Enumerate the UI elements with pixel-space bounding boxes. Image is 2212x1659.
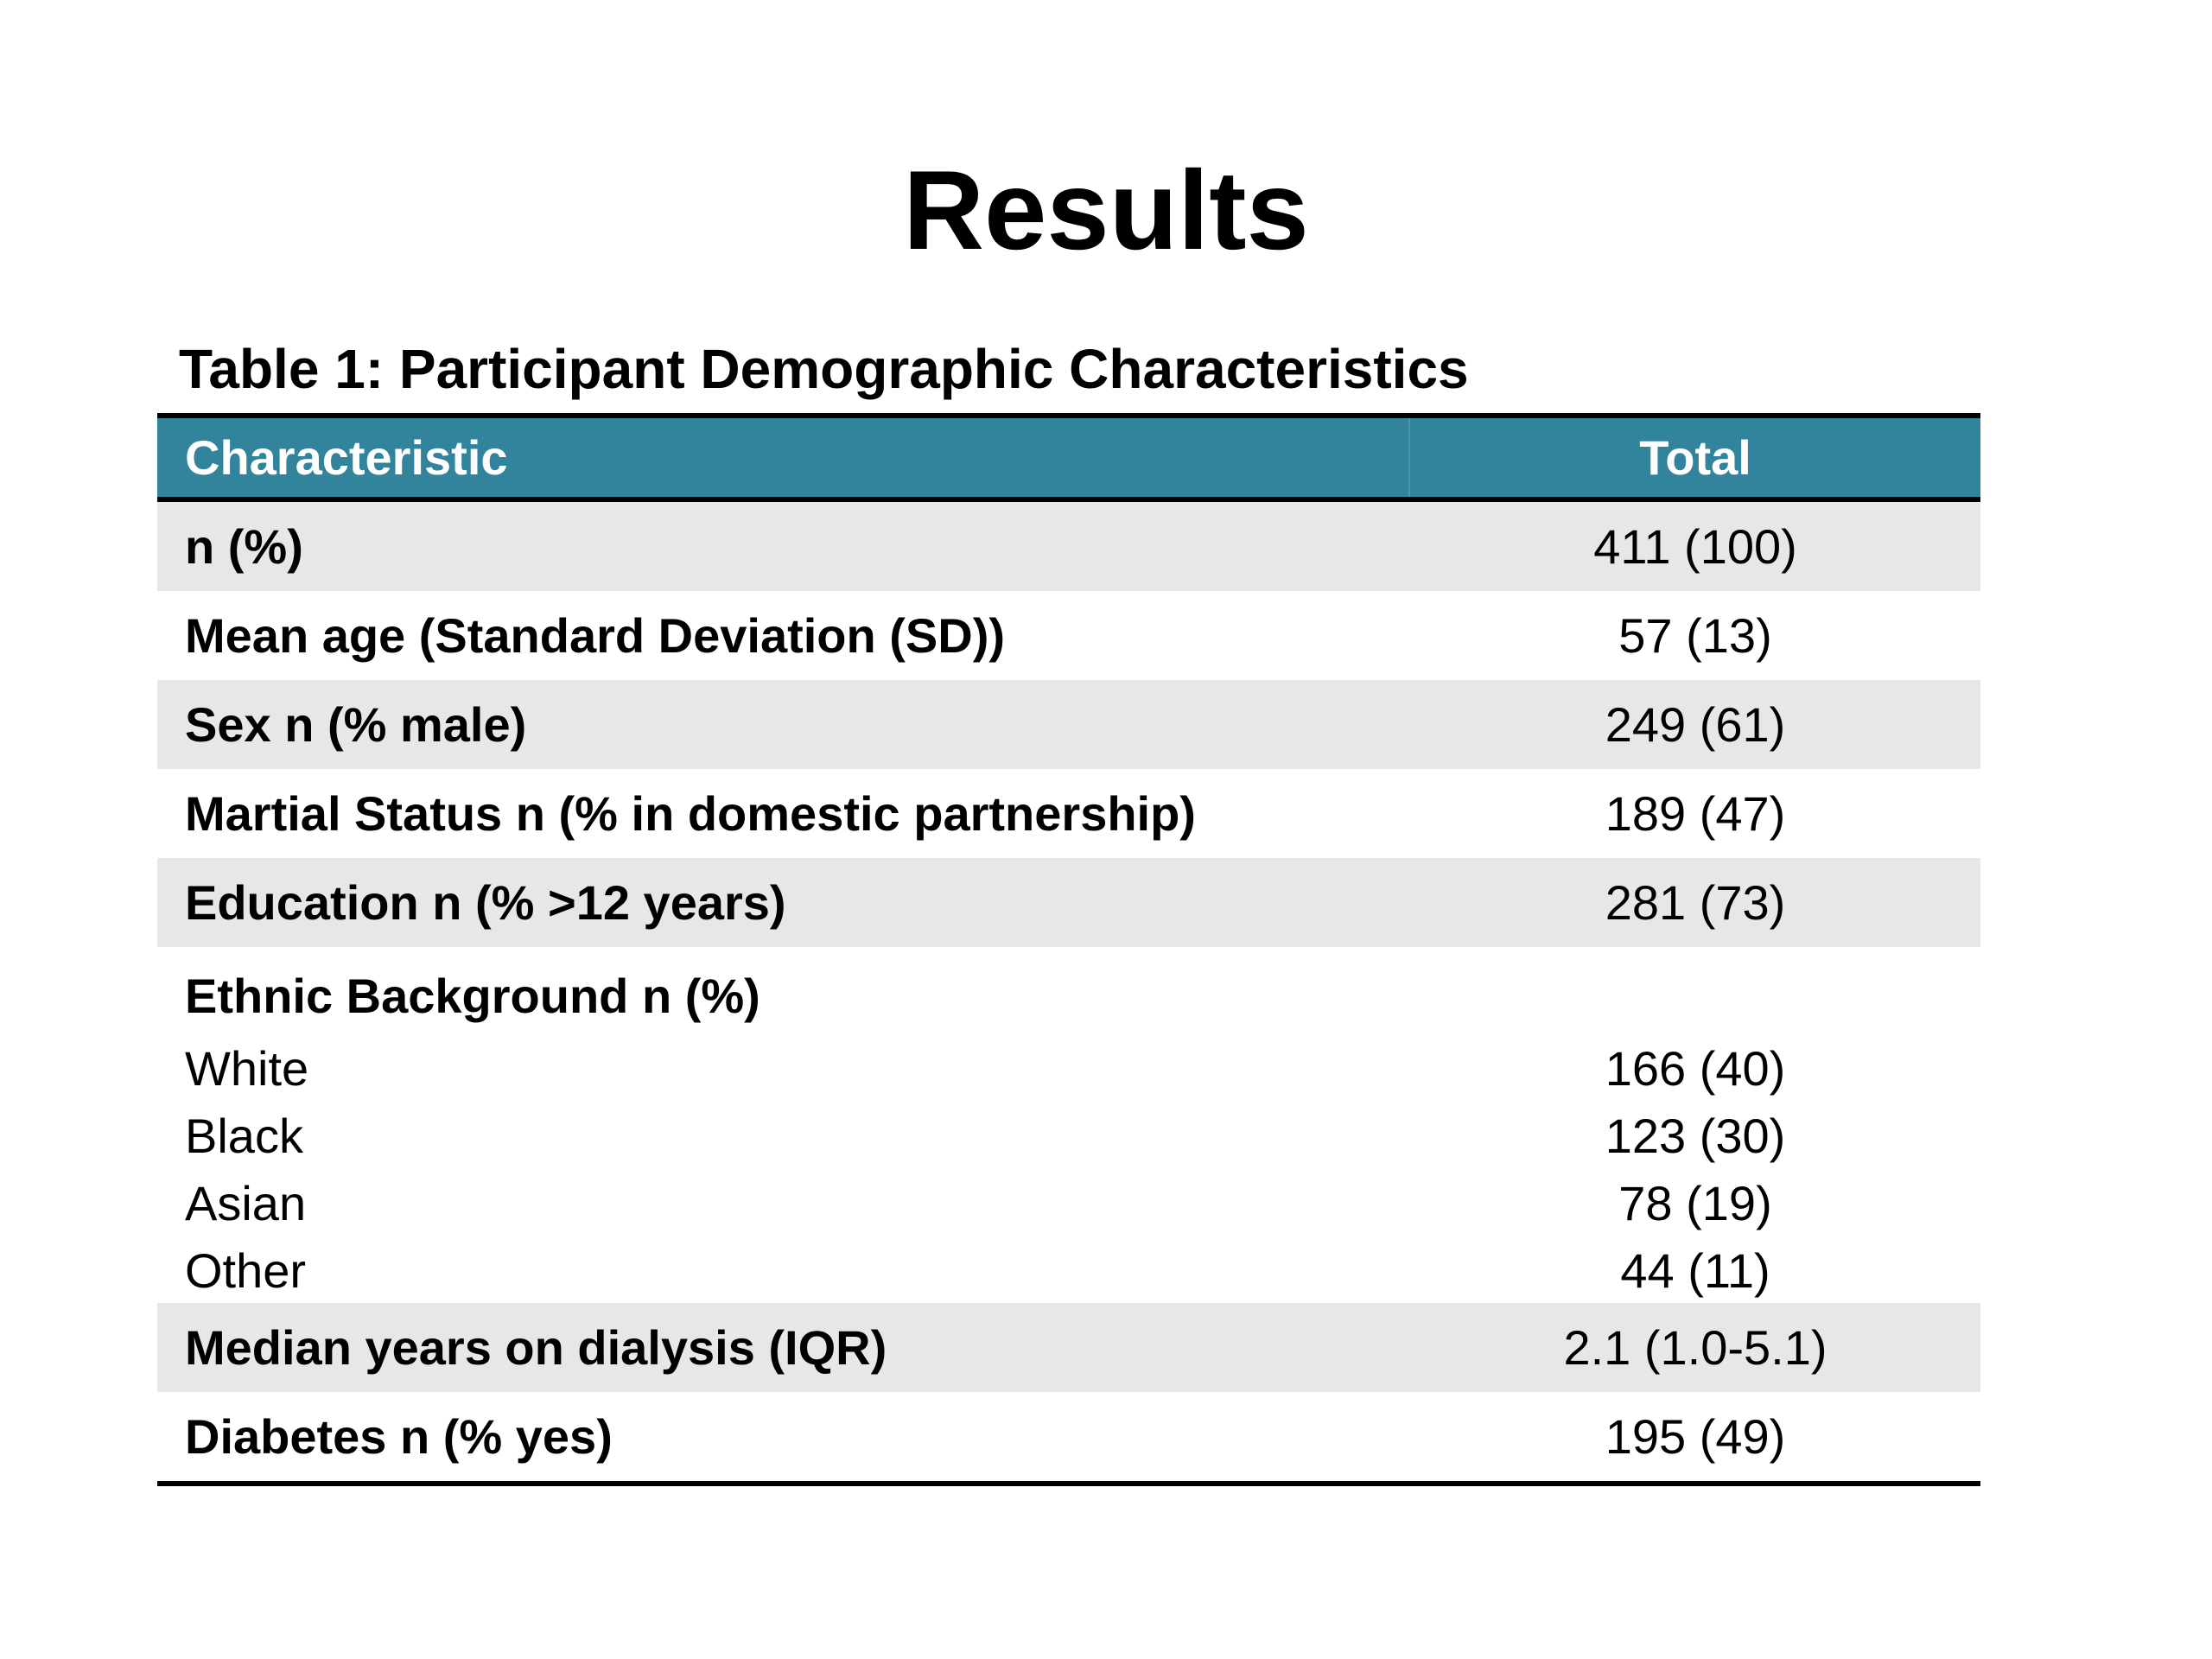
row-label: n (%) [185,519,303,574]
row-label: Diabetes n (% yes) [185,1409,613,1464]
sub-row-label: White [185,1041,309,1096]
row-label: Martial Status n (% in domestic partnership) [185,786,1196,841]
slide-title: Results [903,147,1309,273]
row-value: 57 (13) [1618,608,1772,663]
table-header-row [157,413,1980,502]
row-value: 195 (49) [1605,1409,1786,1464]
table-row [157,502,1980,591]
sub-row-label: Asian [185,1176,307,1230]
ethnic-background-group [157,947,1980,1303]
demographics-table [157,413,1980,1486]
row-value: 249 (61) [1605,697,1786,752]
table-bottom-rule [157,1481,1980,1486]
row-label: Education n (% >12 years) [185,875,786,930]
row-value: 281 (73) [1605,875,1786,930]
table-row [157,1392,1980,1481]
table-row [157,591,1980,680]
row-label: Mean age (Standard Deviation (SD)) [185,608,1006,663]
column-header-total: Total [1639,430,1751,485]
sub-row-value: 78 (19) [1618,1176,1772,1230]
column-header-characteristic: Characteristic [157,418,1410,497]
table-row [157,769,1980,858]
table-caption: Table 1: Participant Demographic Characteristics [179,338,1469,400]
table-row [157,1303,1980,1392]
table-row [157,858,1980,947]
row-value: 2.1 (1.0-5.1) [1563,1320,1827,1375]
table-row [157,680,1980,769]
sub-row-label: Black [185,1109,303,1163]
row-label: Sex n (% male) [185,697,527,752]
sub-row-label: Other [185,1243,307,1298]
sub-row-value: 44 (11) [1620,1243,1770,1298]
group-label: Ethnic Background n (%) [185,969,760,1023]
row-value: 189 (47) [1605,786,1786,841]
row-value: 411 (100) [1593,519,1797,574]
sub-row-value: 166 (40) [1605,1041,1786,1096]
row-label: Median years on dialysis (IQR) [185,1320,887,1375]
sub-row-value: 123 (30) [1605,1109,1786,1163]
